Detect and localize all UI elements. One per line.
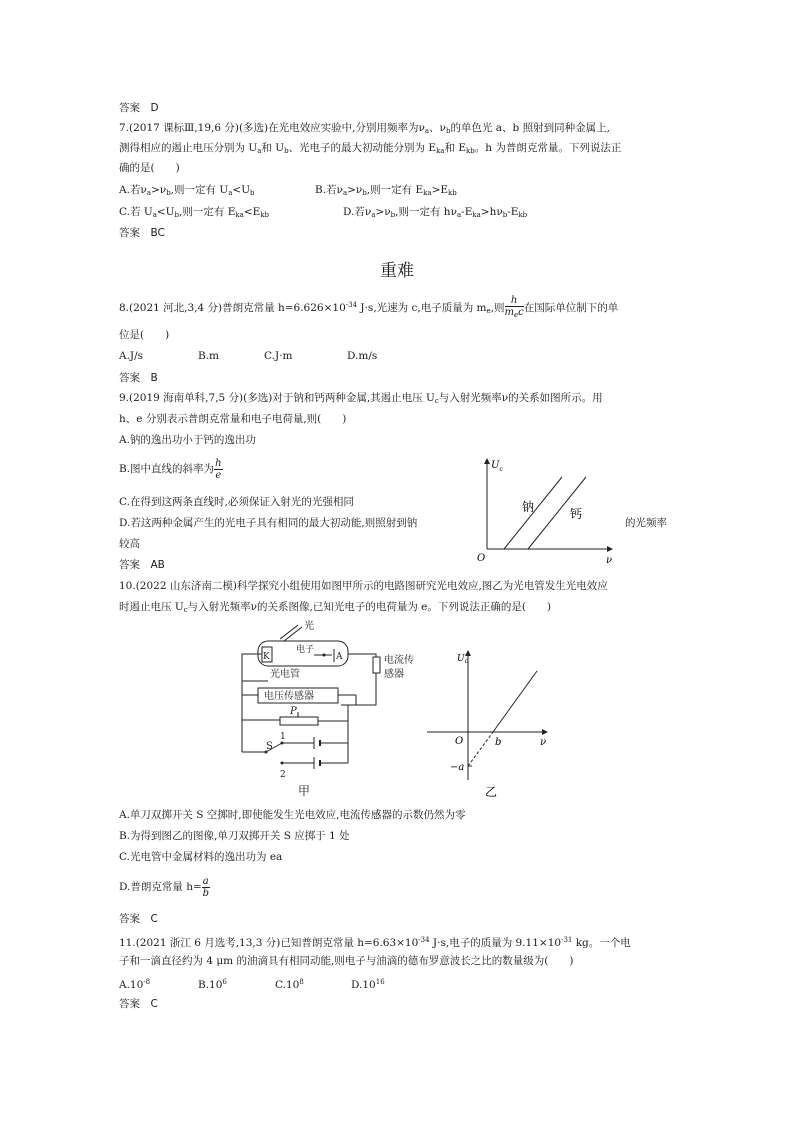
q7-option-d: D.若$\nu_a>\nu_b$,则一定有 $h\nu_a-E_{ka}>h\nu_b-E_{kb}$ [343,206,528,219]
q10-line2: 时遏止电压 $U_c$与入射光频率ν的关系图像,已知光电子的电荷量为 e。下列说法正确的是( ) [119,601,552,614]
q9-graph [470,455,620,565]
light-label: 光 [304,621,314,632]
x-axis-label: ν [606,555,613,565]
q11-line2: 子和一滴直径约为 4 μm 的油滴具有相同动能,则电子与油滴的德布罗意波长之比的数量级为( ) [119,955,574,967]
q11-option-b: $B.10^6$ [198,978,227,991]
q9-option-d-part2: 的光频率 [625,517,667,529]
q9-option-d-part3: 较高 [119,538,140,550]
q9-option-d-part1: D.若这两种金属产生的光电子具有相同的最大初动能,则照射到钠 [119,517,418,529]
current-sensor [373,657,380,673]
current-sensor-label-2: 感器 [384,669,404,680]
q7-option-a: A.若$\nu_a>\nu_b$,则一定有 $U_a<U_b$ [119,184,255,197]
q9-line1: 9.(2019 海南单科,7,5 分)(多选)对于钠和钙两种金属,其遏止电压 $U_c$与入射光频率ν的关系如图所示。用 [119,392,603,405]
origin-label: O [477,553,486,564]
slider-p-label: P [290,706,297,717]
q11-option-a: $A.10^{-8}$ [119,978,151,991]
extrapolated-line [468,732,493,766]
switch-label: S [266,741,273,752]
q7-line1: 7.(2017 课标Ⅲ,19,6 分)(多选)在光电效应实验中,分别用频率为$\nu_a$、$\nu_b$的单色光 a、b 照射到同种金属上, [119,122,610,135]
q9-slope-fraction: $\frac{h}{e}$ [215,457,222,481]
voltage-sensor-label: 电压传感器 [264,691,314,702]
sodium-label: 钠 [522,500,535,514]
q7-line3: 确的是( ) [119,162,180,174]
q10-option-d: D.普朗克常量 h= $\frac{a}{b}$ [119,875,209,899]
q9-option-b: B.图中直线的斜率为 $\frac{h}{e}$ [119,457,222,481]
origin-label: O [455,736,464,747]
q8-option-a: A.J/s [119,350,144,362]
q8-line1: 8.(2021 河北,3,4 分)普朗克常量 $h=6.626\times 10^{-34}$ J·s,光速为 c,电子质量为 $m_e$,则 $\frac{h}{m_ec}$ 在国际单位制下的单 [119,295,619,319]
rheostat [280,717,318,725]
x-axis-label: ν [540,737,547,748]
intercept-neg-a-label: −a [450,762,465,773]
q8-option-c: C.J·m [264,350,293,362]
q10-answer: 答案 C [119,913,158,925]
current-sensor-label-1: 电流传 [384,655,414,666]
q10-option-a: A.单刀双掷开关 S 空掷时,即使能发生光电效应,电流传感器的示数仍然为零 [119,809,466,821]
q11-answer: 答案 C [119,998,158,1010]
y-axis-label: $U_c$ [491,460,503,473]
q9-line2: h、e 分别表示普朗克常量和电子电荷量,则( ) [119,413,347,425]
y-axis-label: $U_c$ [457,654,468,665]
q7-line2: 测得相应的遏止电压分别为 $U_a$和 $U_b$、光电子的最大初动能分别为 $E_{ka}$和 $E_{kb}$。h 为普朗克常量。下列说法正 [119,142,622,155]
q6-answer: 答案 D [119,102,159,114]
q10-graph [425,645,555,800]
switch-position-1: 1 [280,732,286,742]
q10-line1: 10.(2022 山东济南二模)科学探究小组使用如图甲所示的电路图研究光电效应,图乙为光电管发生光电效应 [119,580,608,592]
q8-line2: 位是( ) [119,329,170,341]
q10-circuit-diagram [236,617,416,797]
cathode-label: K [263,652,270,662]
electron-label: 电子 [296,645,315,655]
figure-a-caption: 甲 [298,784,311,797]
intercept-b-label: b [495,737,502,748]
q7-option-b: B.若$\nu_a>\nu_b$,则一定有 $E_{ka}>E_{kb}$ [315,184,457,197]
q9-answer: 答案 AB [119,559,165,571]
calcium-label: 钙 [570,507,583,521]
q8-answer: 答案 B [119,372,158,384]
q11-option-d: $D.10^{16}$ [351,978,385,991]
figure-b-caption: 乙 [485,785,498,799]
q8-fraction: $\frac{h}{m_ec}$ [504,295,524,319]
stopping-voltage-line [493,671,537,732]
q10-option-c: C.光电管中金属材料的逸出功为 ea [119,851,283,863]
phototube-label: 光电管 [270,669,300,680]
q11-line1: 11.(2021 浙江 6 月选考,13,3 分)已知普朗克常量 $h=6.63\times 10^{-34}$ J·s,电子的质量为 $9.11\times 10^{-31}$ kg。一个电 [119,936,631,949]
q10-option-b: B.为得到图乙的图像,单刀双掷开关 S 应掷于 1 处 [119,830,350,842]
q9-option-a: A.钠的逸出功小于钙的逸出功 [119,434,256,446]
q11-option-c: $C.10^8$ [275,978,304,991]
q8-option-d: D.m/s [347,350,378,362]
q7-answer: 答案 BC [119,227,165,239]
q9-option-c: C.在得到这两条直线时,必须保证入射光的光强相同 [119,496,354,508]
q8-option-b: B.m [198,350,220,362]
switch-position-2: 2 [280,770,286,780]
q7-option-c: C.若 $U_a<U_b$,则一定有 $E_{ka}<E_{kb}$ [119,206,269,219]
q10-fraction: $\frac{a}{b}$ [202,875,209,899]
anode-label: A [336,652,343,662]
section-title: 重难 [380,261,414,281]
